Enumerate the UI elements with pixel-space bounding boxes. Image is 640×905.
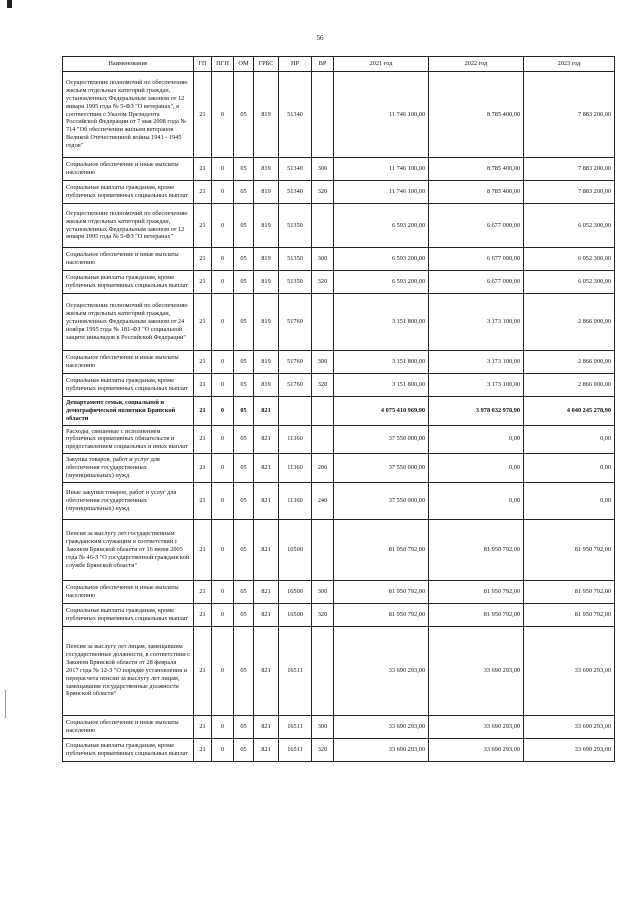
cell-y2023: 81 950 792,00 bbox=[524, 603, 615, 626]
cell-y2021: 37 550 000,00 bbox=[334, 454, 429, 483]
cell-name: Осуществление полномочий по обеспечению жильем отдельных категорий граждан, установленных Федеральным законом от 12 января 1995 года № 5-ФЗ "О ветеранах" bbox=[63, 204, 194, 248]
cell-y2021: 81 950 792,00 bbox=[334, 580, 429, 603]
cell-grbs: 821 bbox=[254, 519, 279, 580]
cell-om: 05 bbox=[234, 351, 254, 374]
cell-om: 05 bbox=[234, 603, 254, 626]
cell-pgp: 0 bbox=[212, 181, 234, 204]
cell-nr: 51340 bbox=[279, 158, 312, 181]
table-row bbox=[63, 603, 615, 626]
cell-gp: 21 bbox=[194, 181, 212, 204]
table-row bbox=[63, 271, 615, 294]
cell-name: Социальное обеспечение и иные выплаты населению bbox=[63, 351, 194, 374]
cell-pgp: 0 bbox=[212, 271, 234, 294]
cell-pgp: 0 bbox=[212, 626, 234, 715]
cell-y2023: 6 052 300,00 bbox=[524, 204, 615, 248]
cell-gp: 21 bbox=[194, 204, 212, 248]
cell-y2023: 7 883 200,00 bbox=[524, 72, 615, 158]
cell-vr: 320 bbox=[312, 374, 334, 397]
header-nr: НР bbox=[279, 57, 312, 72]
table-row bbox=[63, 738, 615, 761]
cell-grbs: 819 bbox=[254, 248, 279, 271]
cell-vr bbox=[312, 72, 334, 158]
cell-name: Пенсия за выслугу лет лицам, замещавшим государственные должности, в соответствии с Законом Брянской области от 28 февраля 2017 года № 12-З "О порядке установления и перерасчета пенсии за выслугу лет лицам, замещавшим государственные должности Брянской области" bbox=[63, 626, 194, 715]
cell-name: Социальное обеспечение и иные выплаты населению bbox=[63, 580, 194, 603]
cell-gp: 21 bbox=[194, 351, 212, 374]
table-row bbox=[63, 374, 615, 397]
cell-y2022: 6 677 000,00 bbox=[429, 204, 524, 248]
cell-nr: 51350 bbox=[279, 271, 312, 294]
cell-gp: 21 bbox=[194, 738, 212, 761]
cell-y2022: 81 950 792,00 bbox=[429, 519, 524, 580]
cell-gp: 21 bbox=[194, 248, 212, 271]
cell-grbs: 819 bbox=[254, 72, 279, 158]
cell-vr bbox=[312, 397, 334, 426]
cell-name: Расходы, связанные с исполнением публичных нормативных обязательств и предоставлением социальных и иных выплат bbox=[63, 425, 194, 454]
cell-pgp: 0 bbox=[212, 351, 234, 374]
table-row bbox=[63, 482, 615, 519]
table-row bbox=[63, 248, 615, 271]
cell-grbs: 821 bbox=[254, 603, 279, 626]
cell-y2023: 2 866 000,00 bbox=[524, 374, 615, 397]
cell-nr: 51760 bbox=[279, 351, 312, 374]
cell-vr: 300 bbox=[312, 351, 334, 374]
cell-gp: 21 bbox=[194, 271, 212, 294]
cell-om: 05 bbox=[234, 72, 254, 158]
cell-grbs: 821 bbox=[254, 715, 279, 738]
cell-om: 05 bbox=[234, 580, 254, 603]
cell-y2021: 81 950 792,00 bbox=[334, 603, 429, 626]
cell-y2021: 11 746 100,00 bbox=[334, 158, 429, 181]
cell-y2022: 33 690 293,00 bbox=[429, 715, 524, 738]
cell-gp: 21 bbox=[194, 294, 212, 351]
cell-pgp: 0 bbox=[212, 397, 234, 426]
cell-om: 05 bbox=[234, 425, 254, 454]
cell-grbs: 821 bbox=[254, 425, 279, 454]
cell-vr bbox=[312, 204, 334, 248]
cell-nr: 16500 bbox=[279, 519, 312, 580]
cell-y2021: 6 593 200,00 bbox=[334, 271, 429, 294]
cell-pgp: 0 bbox=[212, 580, 234, 603]
cell-om: 05 bbox=[234, 519, 254, 580]
cell-y2021: 6 593 200,00 bbox=[334, 204, 429, 248]
cell-vr: 320 bbox=[312, 603, 334, 626]
page-number: 56 bbox=[316, 34, 324, 42]
cell-vr: 300 bbox=[312, 158, 334, 181]
cell-y2022: 6 677 000,00 bbox=[429, 271, 524, 294]
cell-y2023: 81 950 792,00 bbox=[524, 519, 615, 580]
cell-y2021: 3 151 800,00 bbox=[334, 351, 429, 374]
cell-y2021: 11 746 100,00 bbox=[334, 181, 429, 204]
cell-y2023: 2 866 000,00 bbox=[524, 351, 615, 374]
cell-y2023: 4 040 245 278,90 bbox=[524, 397, 615, 426]
cell-y2022: 8 785 400,00 bbox=[429, 158, 524, 181]
cell-y2022: 3 173 100,00 bbox=[429, 374, 524, 397]
header-grbs: ГРБС bbox=[254, 57, 279, 72]
cell-om: 05 bbox=[234, 158, 254, 181]
cell-gp: 21 bbox=[194, 715, 212, 738]
cell-nr: 51760 bbox=[279, 374, 312, 397]
cell-name: Закупка товаров, работ и услуг для обеспечения государственных (муниципальных) нужд bbox=[63, 454, 194, 483]
cell-y2023: 81 950 792,00 bbox=[524, 580, 615, 603]
cell-pgp: 0 bbox=[212, 519, 234, 580]
cell-name: Социальные выплаты гражданам, кроме публичных нормативных социальных выплат bbox=[63, 271, 194, 294]
cell-y2022: 0,00 bbox=[429, 425, 524, 454]
cell-y2023: 7 883 200,00 bbox=[524, 181, 615, 204]
cell-y2021: 37 550 000,00 bbox=[334, 482, 429, 519]
cell-y2021: 33 690 293,00 bbox=[334, 715, 429, 738]
cell-gp: 21 bbox=[194, 482, 212, 519]
table-body bbox=[63, 72, 615, 762]
cell-nr: 51760 bbox=[279, 294, 312, 351]
table-row bbox=[63, 72, 615, 158]
cell-nr bbox=[279, 397, 312, 426]
budget-table bbox=[62, 56, 615, 762]
cell-nr: 51340 bbox=[279, 72, 312, 158]
cell-y2023: 6 052 300,00 bbox=[524, 248, 615, 271]
cell-y2022: 81 950 792,00 bbox=[429, 580, 524, 603]
cell-pgp: 0 bbox=[212, 248, 234, 271]
cell-grbs: 819 bbox=[254, 204, 279, 248]
cell-name: Социальные выплаты гражданам, кроме публичных нормативных социальных выплат bbox=[63, 738, 194, 761]
cell-grbs: 819 bbox=[254, 158, 279, 181]
cell-grbs: 819 bbox=[254, 271, 279, 294]
cell-vr: 320 bbox=[312, 271, 334, 294]
cell-y2023: 2 866 000,00 bbox=[524, 294, 615, 351]
cell-om: 05 bbox=[234, 248, 254, 271]
cell-y2022: 3 173 100,00 bbox=[429, 294, 524, 351]
cell-y2022: 33 690 293,00 bbox=[429, 738, 524, 761]
cell-grbs: 819 bbox=[254, 294, 279, 351]
table-row bbox=[63, 715, 615, 738]
table-row bbox=[63, 397, 615, 426]
cell-vr: 200 bbox=[312, 454, 334, 483]
cell-pgp: 0 bbox=[212, 374, 234, 397]
scan-margin-line bbox=[5, 690, 6, 718]
cell-name: Осуществление полномочий по обеспечению жильем отдельных категорий граждан, установленных Федеральным законом от 12 января 1995 года № 5-ФЗ "О ветеранах", в соответствии с Указом Президента Российской Федерации от 7 мая 2008 года № 714 "Об обеспечении жильем ветеранов Великой Отечественной войны 1941 - 1945 годов" bbox=[63, 72, 194, 158]
table-row bbox=[63, 294, 615, 351]
cell-gp: 21 bbox=[194, 580, 212, 603]
cell-y2021: 81 950 792,00 bbox=[334, 519, 429, 580]
cell-y2021: 11 746 100,00 bbox=[334, 72, 429, 158]
cell-vr: 320 bbox=[312, 738, 334, 761]
cell-y2023: 33 690 293,00 bbox=[524, 738, 615, 761]
header-gp: ГП bbox=[194, 57, 212, 72]
cell-name: Социальные выплаты гражданам, кроме публичных нормативных социальных выплат bbox=[63, 181, 194, 204]
cell-gp: 21 bbox=[194, 519, 212, 580]
cell-pgp: 0 bbox=[212, 603, 234, 626]
cell-om: 05 bbox=[234, 271, 254, 294]
cell-pgp: 0 bbox=[212, 715, 234, 738]
cell-pgp: 0 bbox=[212, 204, 234, 248]
cell-om: 05 bbox=[234, 374, 254, 397]
cell-vr: 240 bbox=[312, 482, 334, 519]
cell-vr bbox=[312, 519, 334, 580]
cell-vr bbox=[312, 626, 334, 715]
cell-y2021: 4 075 410 969,90 bbox=[334, 397, 429, 426]
cell-vr: 300 bbox=[312, 248, 334, 271]
header-2023: 2023 год bbox=[524, 57, 615, 72]
cell-name: Социальное обеспечение и иные выплаты населению bbox=[63, 248, 194, 271]
cell-nr: 11360 bbox=[279, 454, 312, 483]
header-om: ОМ bbox=[234, 57, 254, 72]
table-row bbox=[63, 158, 615, 181]
cell-om: 05 bbox=[234, 454, 254, 483]
cell-grbs: 819 bbox=[254, 181, 279, 204]
cell-om: 05 bbox=[234, 738, 254, 761]
cell-vr: 320 bbox=[312, 181, 334, 204]
cell-nr: 51340 bbox=[279, 181, 312, 204]
cell-om: 05 bbox=[234, 397, 254, 426]
cell-gp: 21 bbox=[194, 603, 212, 626]
cell-pgp: 0 bbox=[212, 72, 234, 158]
header-2021: 2021 год bbox=[334, 57, 429, 72]
cell-name: Социальное обеспечение и иные выплаты населению bbox=[63, 158, 194, 181]
cell-grbs: 821 bbox=[254, 454, 279, 483]
cell-y2023: 0,00 bbox=[524, 482, 615, 519]
cell-vr: 300 bbox=[312, 715, 334, 738]
cell-gp: 21 bbox=[194, 374, 212, 397]
cell-y2021: 37 550 000,00 bbox=[334, 425, 429, 454]
cell-y2022: 0,00 bbox=[429, 454, 524, 483]
cell-y2023: 33 690 293,00 bbox=[524, 715, 615, 738]
cell-nr: 16500 bbox=[279, 603, 312, 626]
cell-vr bbox=[312, 425, 334, 454]
cell-gp: 21 bbox=[194, 72, 212, 158]
cell-pgp: 0 bbox=[212, 454, 234, 483]
cell-name: Иные закупки товаров, работ и услуг для обеспечения государственных (муниципальных) нужд bbox=[63, 482, 194, 519]
cell-grbs: 821 bbox=[254, 482, 279, 519]
cell-nr: 16511 bbox=[279, 715, 312, 738]
header-name: Наименование bbox=[63, 57, 194, 72]
table-row bbox=[63, 204, 615, 248]
table-row bbox=[63, 454, 615, 483]
cell-y2022: 6 677 000,00 bbox=[429, 248, 524, 271]
table-row bbox=[63, 519, 615, 580]
cell-name: Пенсия за выслугу лет государственным гражданским служащим в соответствии с Законом Брянской области от 16 июня 2005 года № 46-З "О государственной гражданской службе Брянской области" bbox=[63, 519, 194, 580]
table-row bbox=[63, 626, 615, 715]
cell-y2022: 33 690 293,00 bbox=[429, 626, 524, 715]
cell-y2021: 6 593 200,00 bbox=[334, 248, 429, 271]
cell-y2023: 33 690 293,00 bbox=[524, 626, 615, 715]
cell-nr: 16511 bbox=[279, 626, 312, 715]
cell-pgp: 0 bbox=[212, 738, 234, 761]
cell-y2022: 3 978 032 978,90 bbox=[429, 397, 524, 426]
table-row bbox=[63, 181, 615, 204]
cell-y2023: 0,00 bbox=[524, 425, 615, 454]
header-pgp: ПГП bbox=[212, 57, 234, 72]
cell-gp: 21 bbox=[194, 454, 212, 483]
cell-pgp: 0 bbox=[212, 482, 234, 519]
cell-nr: 51350 bbox=[279, 204, 312, 248]
table-row bbox=[63, 580, 615, 603]
cell-name: Социальное обеспечение и иные выплаты населению bbox=[63, 715, 194, 738]
cell-name: Осуществление полномочий по обеспечению жильем отдельных категорий граждан, установленных Федеральным законом от 24 ноября 1995 года № 181-ФЗ "О социальной защите инвалидов в Российской Федерации" bbox=[63, 294, 194, 351]
cell-om: 05 bbox=[234, 204, 254, 248]
cell-y2021: 3 151 800,00 bbox=[334, 294, 429, 351]
cell-nr: 16511 bbox=[279, 738, 312, 761]
cell-om: 05 bbox=[234, 626, 254, 715]
cell-y2022: 3 173 100,00 bbox=[429, 351, 524, 374]
cell-name: Социальные выплаты гражданам, кроме публичных нормативных социальных выплат bbox=[63, 374, 194, 397]
cell-gp: 21 bbox=[194, 158, 212, 181]
table-row bbox=[63, 425, 615, 454]
cell-y2022: 0,00 bbox=[429, 482, 524, 519]
cell-y2021: 33 690 293,00 bbox=[334, 738, 429, 761]
scan-edge-mark bbox=[7, 0, 12, 8]
table-header-row bbox=[63, 57, 615, 72]
cell-nr: 51350 bbox=[279, 248, 312, 271]
cell-pgp: 0 bbox=[212, 158, 234, 181]
cell-gp: 21 bbox=[194, 397, 212, 426]
cell-grbs: 819 bbox=[254, 351, 279, 374]
cell-grbs: 821 bbox=[254, 397, 279, 426]
cell-y2022: 8 785 400,00 bbox=[429, 181, 524, 204]
cell-vr: 300 bbox=[312, 580, 334, 603]
cell-nr: 16500 bbox=[279, 580, 312, 603]
cell-om: 05 bbox=[234, 181, 254, 204]
cell-nr: 11360 bbox=[279, 482, 312, 519]
cell-y2021: 33 690 293,00 bbox=[334, 626, 429, 715]
cell-y2023: 0,00 bbox=[524, 454, 615, 483]
cell-grbs: 821 bbox=[254, 626, 279, 715]
cell-name: Социальные выплаты гражданам, кроме публичных нормативных социальных выплат bbox=[63, 603, 194, 626]
cell-grbs: 819 bbox=[254, 374, 279, 397]
cell-gp: 21 bbox=[194, 626, 212, 715]
cell-y2023: 7 883 200,00 bbox=[524, 158, 615, 181]
header-2022: 2022 год bbox=[429, 57, 524, 72]
table-row bbox=[63, 351, 615, 374]
cell-grbs: 821 bbox=[254, 738, 279, 761]
cell-y2022: 81 950 792,00 bbox=[429, 603, 524, 626]
cell-om: 05 bbox=[234, 482, 254, 519]
cell-grbs: 821 bbox=[254, 580, 279, 603]
cell-om: 05 bbox=[234, 715, 254, 738]
cell-pgp: 0 bbox=[212, 294, 234, 351]
cell-y2023: 6 052 300,00 bbox=[524, 271, 615, 294]
cell-y2021: 3 151 800,00 bbox=[334, 374, 429, 397]
cell-gp: 21 bbox=[194, 425, 212, 454]
cell-name: Департамент семьи, социальной и демографической политики Брянской области bbox=[63, 397, 194, 426]
cell-om: 05 bbox=[234, 294, 254, 351]
cell-nr: 11360 bbox=[279, 425, 312, 454]
cell-pgp: 0 bbox=[212, 425, 234, 454]
cell-vr bbox=[312, 294, 334, 351]
cell-y2022: 8 785 400,00 bbox=[429, 72, 524, 158]
header-vr: ВР bbox=[312, 57, 334, 72]
